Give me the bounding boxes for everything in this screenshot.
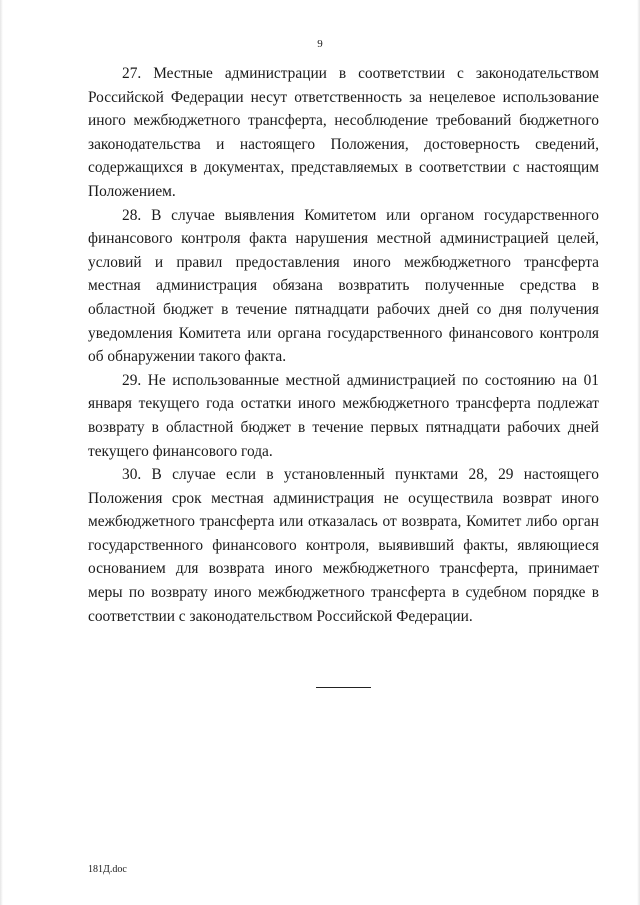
document-body	[88, 62, 599, 628]
footer-file-name: 181Д.doc	[88, 864, 127, 875]
scan-edge-left	[0, 0, 3, 905]
end-of-document-rule	[316, 687, 371, 688]
paragraph-28: 28. В случае выявления Комитетом или органом государственного финансового контроля факта нарушения местной администрацией целей, условий и правил предоставления иного межбюджетного трансферта местная администрация обязана возвратить полученные средства в областной бюджет в течение пятнадцати рабочих дней со дня получения уведомления Комитета или органа государственного финансового контроля об обнаружении такого факта.	[88, 206, 599, 366]
page-number: 9	[317, 38, 323, 50]
paragraph-30: 30. В случае если в установленный пунктами 28, 29 настоящего Положения срок местная администрация не осуществила возврат иного межбюджетного трансферта или отказалась от возврата, Комитет либо орган государственного финансового контроля, выявивший факты, являющиеся основанием для возврата иного межбюджетного трансферта, принимает меры по возврату иного межбюджетного трансферта в судебном порядке в соответствии с законодательством Российской Федерации.	[88, 466, 599, 625]
paragraph-27: 27. Местные администрации в соответствии с законодательством Российской Федерации несут ответственность за нецелевое использование иного межбюджетного трансферта, несоблюдение требований бюджетного законодательства и настоящего Положения, достоверность сведений, содержащихся в документах, представляемых в соответствии с настоящим Положением.	[88, 65, 599, 200]
paragraph-29: 29. Не использованные местной администрацией по состоянию на 01 января текущего года остатки иного межбюджетного трансферта подлежат возврату в областной бюджет в течение первых пятнадцати рабочих дней текущего финансового года.	[88, 371, 599, 460]
